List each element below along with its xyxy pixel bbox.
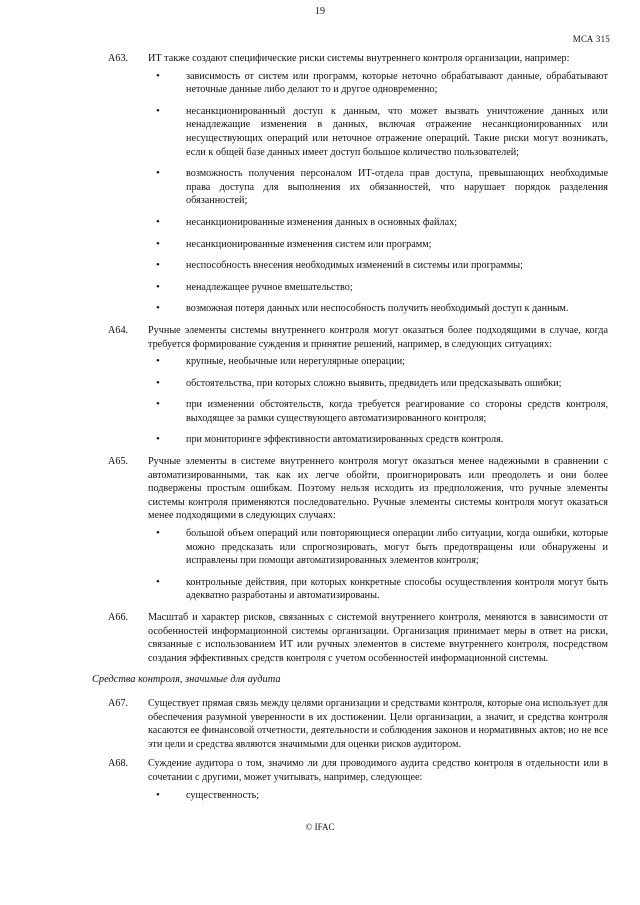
paragraph-text: Масштаб и характер рисков, связанных с системой внутреннего контроля, меняются в зависимости от особенностей информационной системы организации. Организация принимает меры в ответ на риски, связанные с использованием ИТ или ручных элементов в системе внутреннего контроля, посредством создания эффективных средств контроля с учетом особенностей информационной системы. — [148, 612, 608, 664]
bullet-text: несанкционированный доступ к данным, что может вызвать уничтожение данных или ненадлежащие изменения в данных, включая отражение несанкционированных или несуществующих операций или неточное отражение операций. Такие риски могут возникать, если к общей базе данных имеет доступ большое количество пользователей; — [186, 105, 608, 158]
bullet-text: возможность получения персоналом ИТ-отдела прав доступа, превышающих необходимые права доступа для выполнения их обязанностей, что нарушает порядок разделения обязанностей; — [186, 168, 608, 207]
bullet-dot-icon: • — [156, 433, 160, 446]
paragraph — [108, 611, 608, 665]
bullet-text: ненадлежащее ручное вмешательство; — [186, 281, 353, 293]
paragraph — [108, 52, 608, 316]
copyright-footer: © IFAC — [305, 822, 335, 832]
paragraph-number: A67. — [108, 697, 129, 709]
paragraph-number: A65. — [108, 456, 129, 468]
bullet-dot-icon: • — [156, 302, 160, 315]
bullet-item — [148, 167, 608, 208]
bullet-item — [148, 281, 608, 295]
paragraph-text: Ручные элементы системы внутреннего контроля могут оказаться более подходящими в случае, когда требуется формирование суждения и принятие решений, например, в следующих ситуациях: — [148, 324, 608, 350]
paragraph-text: ИТ также создают специфические риски системы внутреннего контроля организации, например: — [148, 53, 570, 64]
bullet-item — [148, 527, 608, 568]
bullet-list — [148, 70, 608, 316]
bullet-dot-icon: • — [156, 69, 160, 82]
bullet-dot-icon: • — [156, 376, 160, 389]
bullet-item — [148, 259, 608, 273]
section-subheading: Средства контроля, значимые для аудита — [92, 674, 281, 686]
bullet-dot-icon: • — [156, 398, 160, 411]
paragraph-text: Ручные элементы в системе внутреннего контроля могут оказаться менее надежными в сравнении с автоматизированными, так как их легче обойти, проигнорировать или преодолеть и они более подвержены простым ошибкам. Поэтому нельзя исходить из предположения, что ручные элементы системы контроля применяются последовательно. Ручные элементы системы контроля могут оказаться менее подходящими в следующих случаях: — [148, 456, 608, 522]
bullet-text: возможная потеря данных или неспособность получить необходимый доступ к данным. — [186, 303, 569, 315]
bullet-dot-icon: • — [156, 259, 160, 272]
paragraph-number: A66. — [108, 612, 129, 623]
bullet-dot-icon: • — [156, 280, 160, 293]
bullet-item — [148, 355, 608, 369]
bullet-item — [148, 238, 608, 252]
paragraph-list — [108, 697, 608, 802]
bullet-dot-icon: • — [156, 104, 160, 117]
bullet-dot-icon: • — [156, 788, 160, 801]
bullet-dot-icon: • — [156, 215, 160, 228]
bullet-text: зависимость от систем или программ, которые неточно обрабатывают данные, обрабатывают неточные данные либо делают то и другое одновременно; — [186, 70, 608, 96]
bullet-dot-icon: • — [156, 575, 160, 588]
bullet-text: обстоятельства, при которых сложно выявить, предвидеть или предсказывать ошибки; — [186, 377, 562, 389]
bullet-list — [148, 355, 608, 447]
bullet-text: несанкционированные изменения систем или программ; — [186, 238, 432, 250]
paragraph-number: A64. — [108, 324, 129, 336]
paragraph — [108, 455, 608, 603]
paragraph — [108, 697, 608, 751]
bullet-text: существенность; — [186, 789, 260, 801]
paragraph — [108, 757, 608, 802]
bullet-item — [148, 398, 608, 425]
bullet-item — [148, 433, 608, 447]
paragraph-number: A68. — [108, 758, 129, 770]
bullet-dot-icon: • — [156, 237, 160, 250]
paragraph — [108, 324, 608, 447]
paragraph-list — [108, 52, 608, 665]
bullet-text: при изменении обстоятельств, когда требуется реагирование со стороны средств контроля, выходящее за рамки существующего автоматизированного контроля; — [186, 399, 608, 424]
bullet-dot-icon: • — [156, 355, 160, 368]
bullet-item — [148, 576, 608, 603]
paragraph-text: Существует прямая связь между целями организации и средствами контроля, которые она использует для обеспечения разумной уверенности в их достижении. Цели организации, а значит, и средства контроля касаются ее финансовой отчетности, деятельности и соблюдения законов и нормативных актов; но не все эти цели и средства являются значимыми для оценки рисков аудитором. — [148, 697, 608, 750]
standard-code: МСА 315 — [572, 34, 610, 44]
bullet-item — [148, 302, 608, 316]
bullet-item — [148, 377, 608, 391]
bullet-dot-icon: • — [156, 167, 160, 180]
bullet-dot-icon: • — [156, 527, 160, 540]
document-body — [92, 52, 608, 810]
bullet-text: неспособность внесения необходимых изменений в системы или программы; — [186, 260, 523, 272]
bullet-text: крупные, необычные или нерегулярные операции; — [186, 356, 405, 368]
bullet-text: несанкционированные изменения данных в основных файлах; — [186, 216, 458, 228]
bullet-item — [148, 216, 608, 230]
paragraph-number: A63. — [108, 53, 129, 64]
bullet-text: при мониторинге эффективности автоматизированных средств контроля. — [186, 434, 504, 446]
bullet-text: контрольные действия, при которых конкретные способы осуществления контроля могут быть адекватно разработаны и автоматизированы. — [186, 576, 608, 602]
page-number: 19 — [315, 6, 325, 17]
bullet-list — [148, 527, 608, 603]
bullet-item — [148, 70, 608, 97]
bullet-list — [148, 789, 608, 803]
bullet-item — [148, 105, 608, 159]
bullet-item — [148, 789, 608, 803]
paragraph-text: Суждение аудитора о том, значимо ли для проводимого аудита средство контроля в отдельности или в сочетании с другими, может учитывать, например, следующее: — [148, 758, 608, 783]
bullet-text: большой объем операций или повторяющиеся операции либо ситуации, когда ошибки, которые можно предсказать или спрогнозировать, могут быть предотвращены или обнаружены и исправлены при помощи автоматизированных элементов контроля; — [186, 528, 608, 567]
